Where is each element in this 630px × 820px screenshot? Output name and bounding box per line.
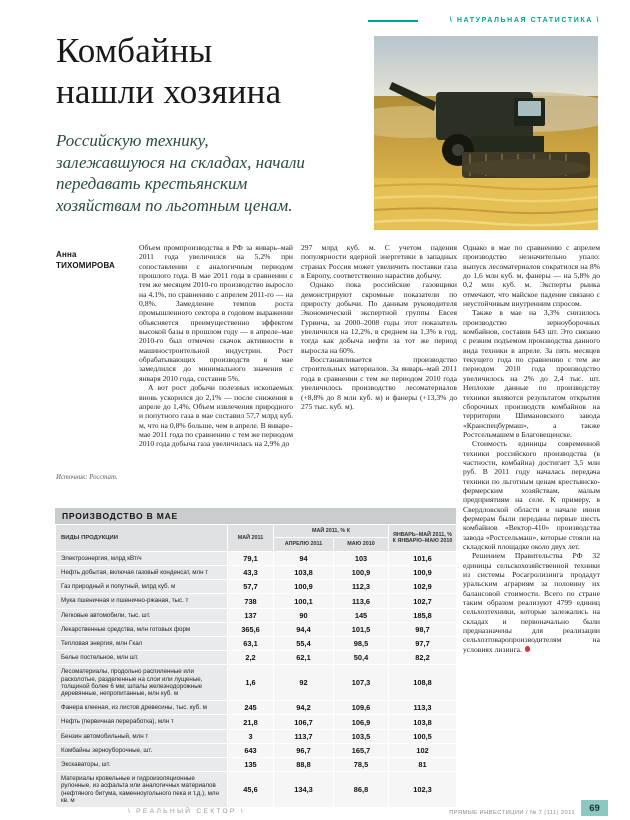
footer-section-label: \ РЕАЛЬНЫЙ СЕКТОР \ bbox=[128, 808, 245, 815]
product-name-cell: Электроэнергия, млрд кВт/ч bbox=[56, 551, 228, 565]
value-cell: 165,7 bbox=[334, 743, 389, 757]
product-name-cell: Нефть (первичная переработка), млн т bbox=[56, 715, 228, 729]
article-title-line1: Комбайны bbox=[56, 31, 213, 70]
value-cell: 245 bbox=[228, 701, 274, 715]
body-paragraph: Однако пока российские газовщики демонстрируют скромные показатели по приросту добычи. По данным руководителя Экономической экспертной группы Евсея Гурвича, за 2000–2008 годы этот показатель увеличился на 12,2%, в среднем на 1,3% в год, тогда как добыча нефти за тот же период выросла на 60%. bbox=[301, 280, 457, 355]
product-name-cell: Легковые автомобили, тыс. шт. bbox=[56, 608, 228, 622]
body-column-1 bbox=[139, 243, 293, 507]
value-cell: 103,8 bbox=[274, 566, 334, 580]
value-cell: 106,9 bbox=[334, 715, 389, 729]
product-name-cell: Нефть добытая, включая газовый конденсат, млн т bbox=[56, 566, 228, 580]
product-name-cell: Лесоматериалы, продольно распиленные или расколотые, разделенные на слои или лущеные, толщиной более 6 мм; шпалы железнодорожные деревянные, непропитанные, млн куб. м bbox=[56, 665, 228, 701]
value-cell: 86,8 bbox=[334, 772, 389, 808]
section-rubric bbox=[368, 17, 600, 24]
value-cell: 102 bbox=[389, 743, 457, 757]
rubric-label: \ НАТУРАЛЬНАЯ СТАТИСТИКА \ bbox=[449, 17, 600, 24]
value-cell: 103 bbox=[334, 551, 389, 565]
value-cell: 134,3 bbox=[274, 772, 334, 808]
value-cell: 3 bbox=[228, 729, 274, 743]
value-cell: 50,4 bbox=[334, 651, 389, 665]
combine-harvester-illustration bbox=[374, 36, 598, 230]
col-header-jan-may: ЯНВАРЬ–МАЙ 2011, % К ЯНВАРЮ–МАЮ 2010 bbox=[389, 525, 457, 552]
product-name-cell: Фанера клееная, из листов древесины, тыс. куб. м bbox=[56, 701, 228, 715]
value-cell: 57,7 bbox=[228, 580, 274, 594]
value-cell: 94 bbox=[274, 551, 334, 565]
table-title: ПРОИЗВОДСТВО В МАЕ bbox=[55, 508, 456, 524]
table-row bbox=[56, 566, 457, 580]
table-row bbox=[56, 665, 457, 701]
value-cell: 108,8 bbox=[389, 665, 457, 701]
body-column-2 bbox=[301, 243, 457, 507]
body-paragraph: Восстанавливается производство строительных материалов. За январь–май 2011 года в сравнении с тем же периодом 2010 года увеличилось производство лесоматериалов (+8,8% до 8 млн куб. м) и фанеры (+13,3% до 275 тыс. куб. м). bbox=[301, 355, 457, 411]
value-cell: 101,6 bbox=[389, 551, 457, 565]
value-cell: 100,1 bbox=[274, 594, 334, 608]
value-cell: 79,1 bbox=[228, 551, 274, 565]
value-cell: 55,4 bbox=[274, 637, 334, 651]
value-cell: 103,8 bbox=[389, 715, 457, 729]
body-paragraph: Также в мае на 3,3% снизилось производство зерноуборочных комбайнов, составив 643 шт. Это связано с резким подъемом производства данного вида техники в апреле. За пять месяцев текущего года по сравнению с тем же периодом 2010 года производство увеличилось на 2% до 2,4 тыс. шт. Неплохие данные по производству техники являются результатом открытия сборочных производств комбайнов на территории Шимановского завода «Кранспецбурмаш», а также Ростсельмашем в Благовещенске. bbox=[463, 308, 600, 439]
value-cell: 107,3 bbox=[334, 665, 389, 701]
production-table bbox=[55, 508, 456, 808]
value-cell: 100,9 bbox=[334, 566, 389, 580]
value-cell: 102,3 bbox=[389, 772, 457, 808]
table-row bbox=[56, 622, 457, 636]
body-paragraph: Стоимость единицы современной техники российского производства (в частности, комбайна) достигает 3,5 млн руб. В 2011 году началась передача техники по льготным ценам крестьянско-фермерским хозяйствам, малым предприятиям на селе. К примеру, в Свердловской области в начале июня фермерам были переданы первые шесть комбайнов «Вектор-410» производства завода «Ростсельмаш», которые стояли на складской площадке около двух лет. bbox=[463, 439, 600, 551]
product-name-cell: Комбайны зерноуборочные, шт. bbox=[56, 743, 228, 757]
value-cell: 113,3 bbox=[389, 701, 457, 715]
body-paragraph: Объем промпроизводства в РФ за январь–май 2011 года увеличился на 5,2% при сопоставлении с аналогичным периодом прошлого года. В мае 2011 года в сравнении с тем же месяцем 2010-го производство выросло на 4,1%, по сравнению с апрелем 2011-го — на 0,8%. Замедление темпов роста промышленного сектора в годовом выражении объясняется преимущественно эффектом высокой базы в прошлом году — в апреле–мае 2010-го был отмечен скачок активности в машиностроительной индустрии. Рост обрабатывающих производств в мае замедлился до минимального значения с января 2010 года, составив 5%. bbox=[139, 243, 293, 383]
product-name-cell: Бензин автомобильный, млн т bbox=[56, 729, 228, 743]
body-paragraph: 297 млрд куб. м. С учетом падения популярности ядерной энергетики в западных странах Россия может увеличить поставки газа в Европу, соответственно нарастив добычу. bbox=[301, 243, 457, 281]
value-cell: 100,9 bbox=[274, 580, 334, 594]
author-last-name: ТИХОМИРОВА bbox=[56, 260, 116, 270]
value-cell: 113,7 bbox=[274, 729, 334, 743]
article-title bbox=[56, 30, 368, 112]
col-header-to-may2010: МАЮ 2010 bbox=[334, 538, 389, 551]
value-cell: 45,6 bbox=[228, 772, 274, 808]
table-body bbox=[56, 551, 457, 807]
value-cell: 112,3 bbox=[334, 580, 389, 594]
value-cell: 738 bbox=[228, 594, 274, 608]
body-paragraph: А вот рост добычи полезных ископаемых вновь ускорился до 2,1% — после снижения в апреле до 1,4%. Объем извлечения природного и попутного газа в мае составил 57,7 млрд куб. м, что на 0,8% больше, чем в апреле. В январе–мае 2011 года по сравнению с тем же периодом 2010 года добыча газа увеличилась на 2,9% до bbox=[139, 383, 293, 449]
body-column-3 bbox=[463, 243, 600, 805]
value-cell: 137 bbox=[228, 608, 274, 622]
value-cell: 102,9 bbox=[389, 580, 457, 594]
combine-harvester-photo bbox=[374, 36, 598, 230]
table-row bbox=[56, 715, 457, 729]
table-row bbox=[56, 743, 457, 757]
rubric-rule bbox=[368, 20, 418, 22]
value-cell: 43,3 bbox=[228, 566, 274, 580]
table-row bbox=[56, 651, 457, 665]
table-row bbox=[56, 594, 457, 608]
product-name-cell: Материалы кровельные и гидроизоляционные рулонные, из асфальта или аналогичных материалов (нефтяного битума, каменноугольного пека и т.д.), млн кв. м bbox=[56, 772, 228, 808]
value-cell: 1,6 bbox=[228, 665, 274, 701]
table-row bbox=[56, 772, 457, 808]
value-cell: 102,7 bbox=[389, 594, 457, 608]
value-cell: 94,2 bbox=[274, 701, 334, 715]
table-row bbox=[56, 729, 457, 743]
value-cell: 94,4 bbox=[274, 622, 334, 636]
value-cell: 2,2 bbox=[228, 651, 274, 665]
body-paragraph: Однако в мае по сравнению с апрелем производство незначительно упало: выпуск лесоматериалов сократился на 8% до 1,6 млн куб. м, фанеры — на 5,8% до 0,2 млн куб. м. Эксперты рынка отмечают, что майское падение связано с неустойчивым внутренним спросом. bbox=[463, 243, 600, 309]
value-cell: 21,8 bbox=[228, 715, 274, 729]
value-cell: 81 bbox=[389, 758, 457, 772]
table-row bbox=[56, 608, 457, 622]
table-row bbox=[56, 551, 457, 565]
page-number-badge: 69 bbox=[581, 800, 608, 816]
value-cell: 62,1 bbox=[274, 651, 334, 665]
value-cell: 145 bbox=[334, 608, 389, 622]
value-cell: 78,5 bbox=[334, 758, 389, 772]
value-cell: 135 bbox=[228, 758, 274, 772]
value-cell: 103,5 bbox=[334, 729, 389, 743]
value-cell: 97,7 bbox=[389, 637, 457, 651]
author-byline bbox=[56, 250, 136, 271]
product-name-cell: Мука пшеничная и пшенично-ржаная, тыс. т bbox=[56, 594, 228, 608]
value-cell: 92 bbox=[274, 665, 334, 701]
value-cell: 101,5 bbox=[334, 622, 389, 636]
product-name-cell: Белье постельное, млн шт. bbox=[56, 651, 228, 665]
product-name-cell: Экскаваторы, шт. bbox=[56, 758, 228, 772]
value-cell: 106,7 bbox=[274, 715, 334, 729]
table-header bbox=[56, 525, 457, 552]
value-cell: 90 bbox=[274, 608, 334, 622]
author-first-name: Анна bbox=[56, 250, 77, 259]
product-name-cell: Газ природный и попутный, млрд куб. м bbox=[56, 580, 228, 594]
table-row bbox=[56, 701, 457, 715]
value-cell: 643 bbox=[228, 743, 274, 757]
source-note: Источник: Росстат. bbox=[56, 474, 118, 481]
col-header-product: ВИДЫ ПРОДУКЦИИ bbox=[56, 525, 228, 552]
col-header-may: МАЙ 2011 bbox=[228, 525, 274, 552]
table-row bbox=[56, 758, 457, 772]
product-name-cell: Лекарственные средства, млн готовых форм bbox=[56, 622, 228, 636]
col-header-pct-group: МАЙ 2011, % К bbox=[274, 525, 389, 538]
product-name-cell: Тепловая энергия, млн Гкал bbox=[56, 637, 228, 651]
value-cell: 365,6 bbox=[228, 622, 274, 636]
value-cell: 100,5 bbox=[389, 729, 457, 743]
production-in-may-table bbox=[55, 524, 457, 808]
table-row bbox=[56, 580, 457, 594]
value-cell: 98,5 bbox=[334, 637, 389, 651]
value-cell: 82,2 bbox=[389, 651, 457, 665]
body-paragraph: Решением Правительства РФ 32 единицы сельскохозяйственной техники из системы Росагролизинга продадут уральским аграриям за половину их балансовой стоимости. Всего по стране таким образом реализуют 4799 единиц сельхозтехники, которые залежались на складах и первоначально были предназначены для реализации сельхозтоваропроизводителям на условиях лизинга. bbox=[463, 551, 600, 654]
value-cell: 109,6 bbox=[334, 701, 389, 715]
table-row bbox=[56, 637, 457, 651]
value-cell: 63,1 bbox=[228, 637, 274, 651]
value-cell: 98,7 bbox=[389, 622, 457, 636]
article-title-line2: нашли хозяина bbox=[56, 72, 282, 111]
value-cell: 88,8 bbox=[274, 758, 334, 772]
value-cell: 96,7 bbox=[274, 743, 334, 757]
value-cell: 113,6 bbox=[334, 594, 389, 608]
article-subtitle: Российскую технику, залежавшуюся на складах, начали передавать крестьянским хозяйствам по льготным ценам. bbox=[56, 131, 305, 215]
value-cell: 185,8 bbox=[389, 608, 457, 622]
footer-magazine-label: ПРЯМЫЕ ИНВЕСТИЦИИ / № 7 (111) 2011 bbox=[449, 810, 575, 816]
value-cell: 100,9 bbox=[389, 566, 457, 580]
col-header-to-april: АПРЕЛЮ 2011 bbox=[274, 538, 334, 551]
